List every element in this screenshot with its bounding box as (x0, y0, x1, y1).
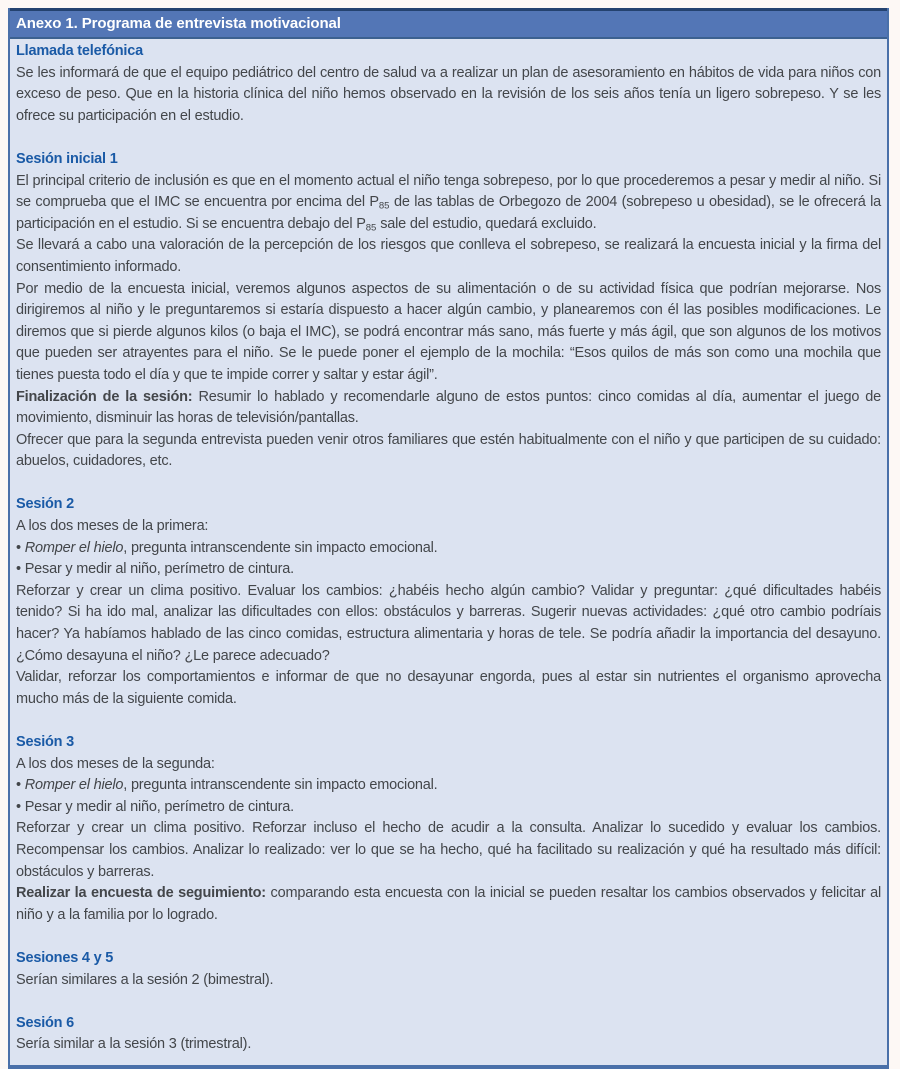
section-sesion-2 (16, 494, 881, 710)
paragraph: Se llevará a cabo una valoración de la percepción de los riesgos que conlleva el sobrepeso, se realizará la encuesta inicial y la firma del consentimiento informado. (16, 237, 881, 275)
paragraph: Reforzar y crear un clima positivo. Evaluar los cambios: ¿habéis hecho algún cambio? Validar y preguntar: ¿qué dificultades habéis tenido? Si ha ido mal, analizar las dificultades con ellos: obstáculos y barreras. Sugerir nuevas actividades: ¿qué otro cambio podríais hacer? Ya habíamos hablado de las cinco comidas, estructura alimentaria y horas de tele. Se podría añadir la importancia del desayuno. ¿Cómo desayuna el niño? ¿Le parece adecuado? (16, 582, 881, 664)
section-heading: Sesión inicial 1 (16, 150, 118, 167)
paragraph: • Romper el hielo, pregunta intranscendente sin impacto emocional. (16, 539, 438, 556)
section-sesion-6 (16, 1013, 881, 1056)
annex-title: Programa de entrevista motivacional (81, 15, 341, 32)
paragraph: • Romper el hielo, pregunta intranscendente sin impacto emocional. (16, 777, 438, 794)
paragraph: A los dos meses de la primera: (16, 518, 209, 535)
paragraph: A los dos meses de la segunda: (16, 755, 215, 772)
paragraph: Validar, reforzar los comportamientos e informar de que no desayunar engorda, pues al estar sin nutrientes el organismo aprovecha mucho más de la siguiente comida. (16, 669, 881, 707)
paragraph: Realizar la encuesta de seguimiento: comparando esta encuesta con la inicial se pueden resaltar los cambios observados y felicitar al niño y a la familia por lo logrado. (16, 885, 881, 923)
paragraph: El principal criterio de inclusión es que en el momento actual el niño tenga sobrepeso, por lo que procederemos a pesar y medir al niño. Si se comprueba que el IMC se encuentra por encima del $P_{85}$ de las tablas de Orbegozo de 2004 (sobrepeso u obesidad), se le ofrecerá la participación en el estudio. Si se encuentra debajo del $P_{85}$ sale del estudio, quedará excluido. (16, 172, 881, 234)
section-heading: Sesión 6 (16, 1014, 75, 1031)
section-sesion-3 (16, 732, 881, 926)
paragraph: • Pesar y medir al niño, perímetro de cintura. (16, 561, 294, 578)
section-heading: Sesión 3 (16, 734, 75, 750)
annex-number: Anexo 1. (16, 15, 78, 32)
section-heading: Sesión 2 (16, 496, 75, 513)
annex-content (10, 39, 887, 1065)
paragraph: Ofrecer que para la segunda entrevista pueden venir otros familiares que estén habitualmente con el niño y que participen de su cuidado: abuelos, cuidadores, etc. (16, 431, 881, 470)
section-heading: Sesiones 4 y 5 (16, 949, 114, 966)
section-llamada-telefonica (16, 41, 881, 127)
paragraph: Por medio de la encuesta inicial, veremos algunos aspectos de su alimentación o de su actividad física que podrían mejorarse. Nos dirigiremos al niño y le preguntaremos si estaría dispuesto a hacer algún cambio, y planearemos con él las posibles modificaciones. Le diremos que si pierde algunos kilos (o baja el IMC), se podrá encontrar más sano, más fuerte y más ágil, que son algunos de los motivos que pueden ser atrayentes para el niño. Se le puede poner el ejemplo de la mochila: “Esos quilos de más son como una mochila que tienes puesta todo el día y que te impide correr y saltar y estar ágil”. (16, 280, 881, 383)
paragraph: Serían similares a la sesión 2 (bimestral). (16, 971, 274, 988)
paragraph: • Pesar y medir al niño, perímetro de cintura. (16, 798, 294, 815)
section-heading: Llamada telefónica (16, 43, 143, 59)
paragraph: Finalización de la sesión: Resumir lo hablado y recomendarle alguno de estos puntos: cinco comidas al día, aumentar el juego de movimiento, disminuir las horas de televisión/pantallas. (16, 388, 881, 427)
paragraph: Sería similar a la sesión 3 (trimestral). (16, 1036, 252, 1053)
paragraph: Se les informará de que el equipo pediátrico del centro de salud va a realizar un plan de asesoramiento en hábitos de vida para niños con exceso de peso. Que en la historia clínica del niño hemos observado en la revisión de los seis años tenía un ligero sobrepeso. Y se les ofrece su participación en el estudio. (16, 64, 881, 124)
section-sesion-inicial-1 (16, 149, 881, 473)
annex-title-bar (10, 11, 887, 37)
annex-box (8, 8, 889, 1069)
paragraph: Reforzar y crear un clima positivo. Reforzar incluso el hecho de acudir a la consulta. Analizar lo sucedido y evaluar los cambios. Recompensar los cambios. Analizar lo realizado: ver lo que se ha hecho, qué ha facilitado su realización y qué ha resultado más difícil: obstáculos y barreras. (16, 820, 881, 880)
section-sesiones-4-y-5 (16, 948, 881, 991)
